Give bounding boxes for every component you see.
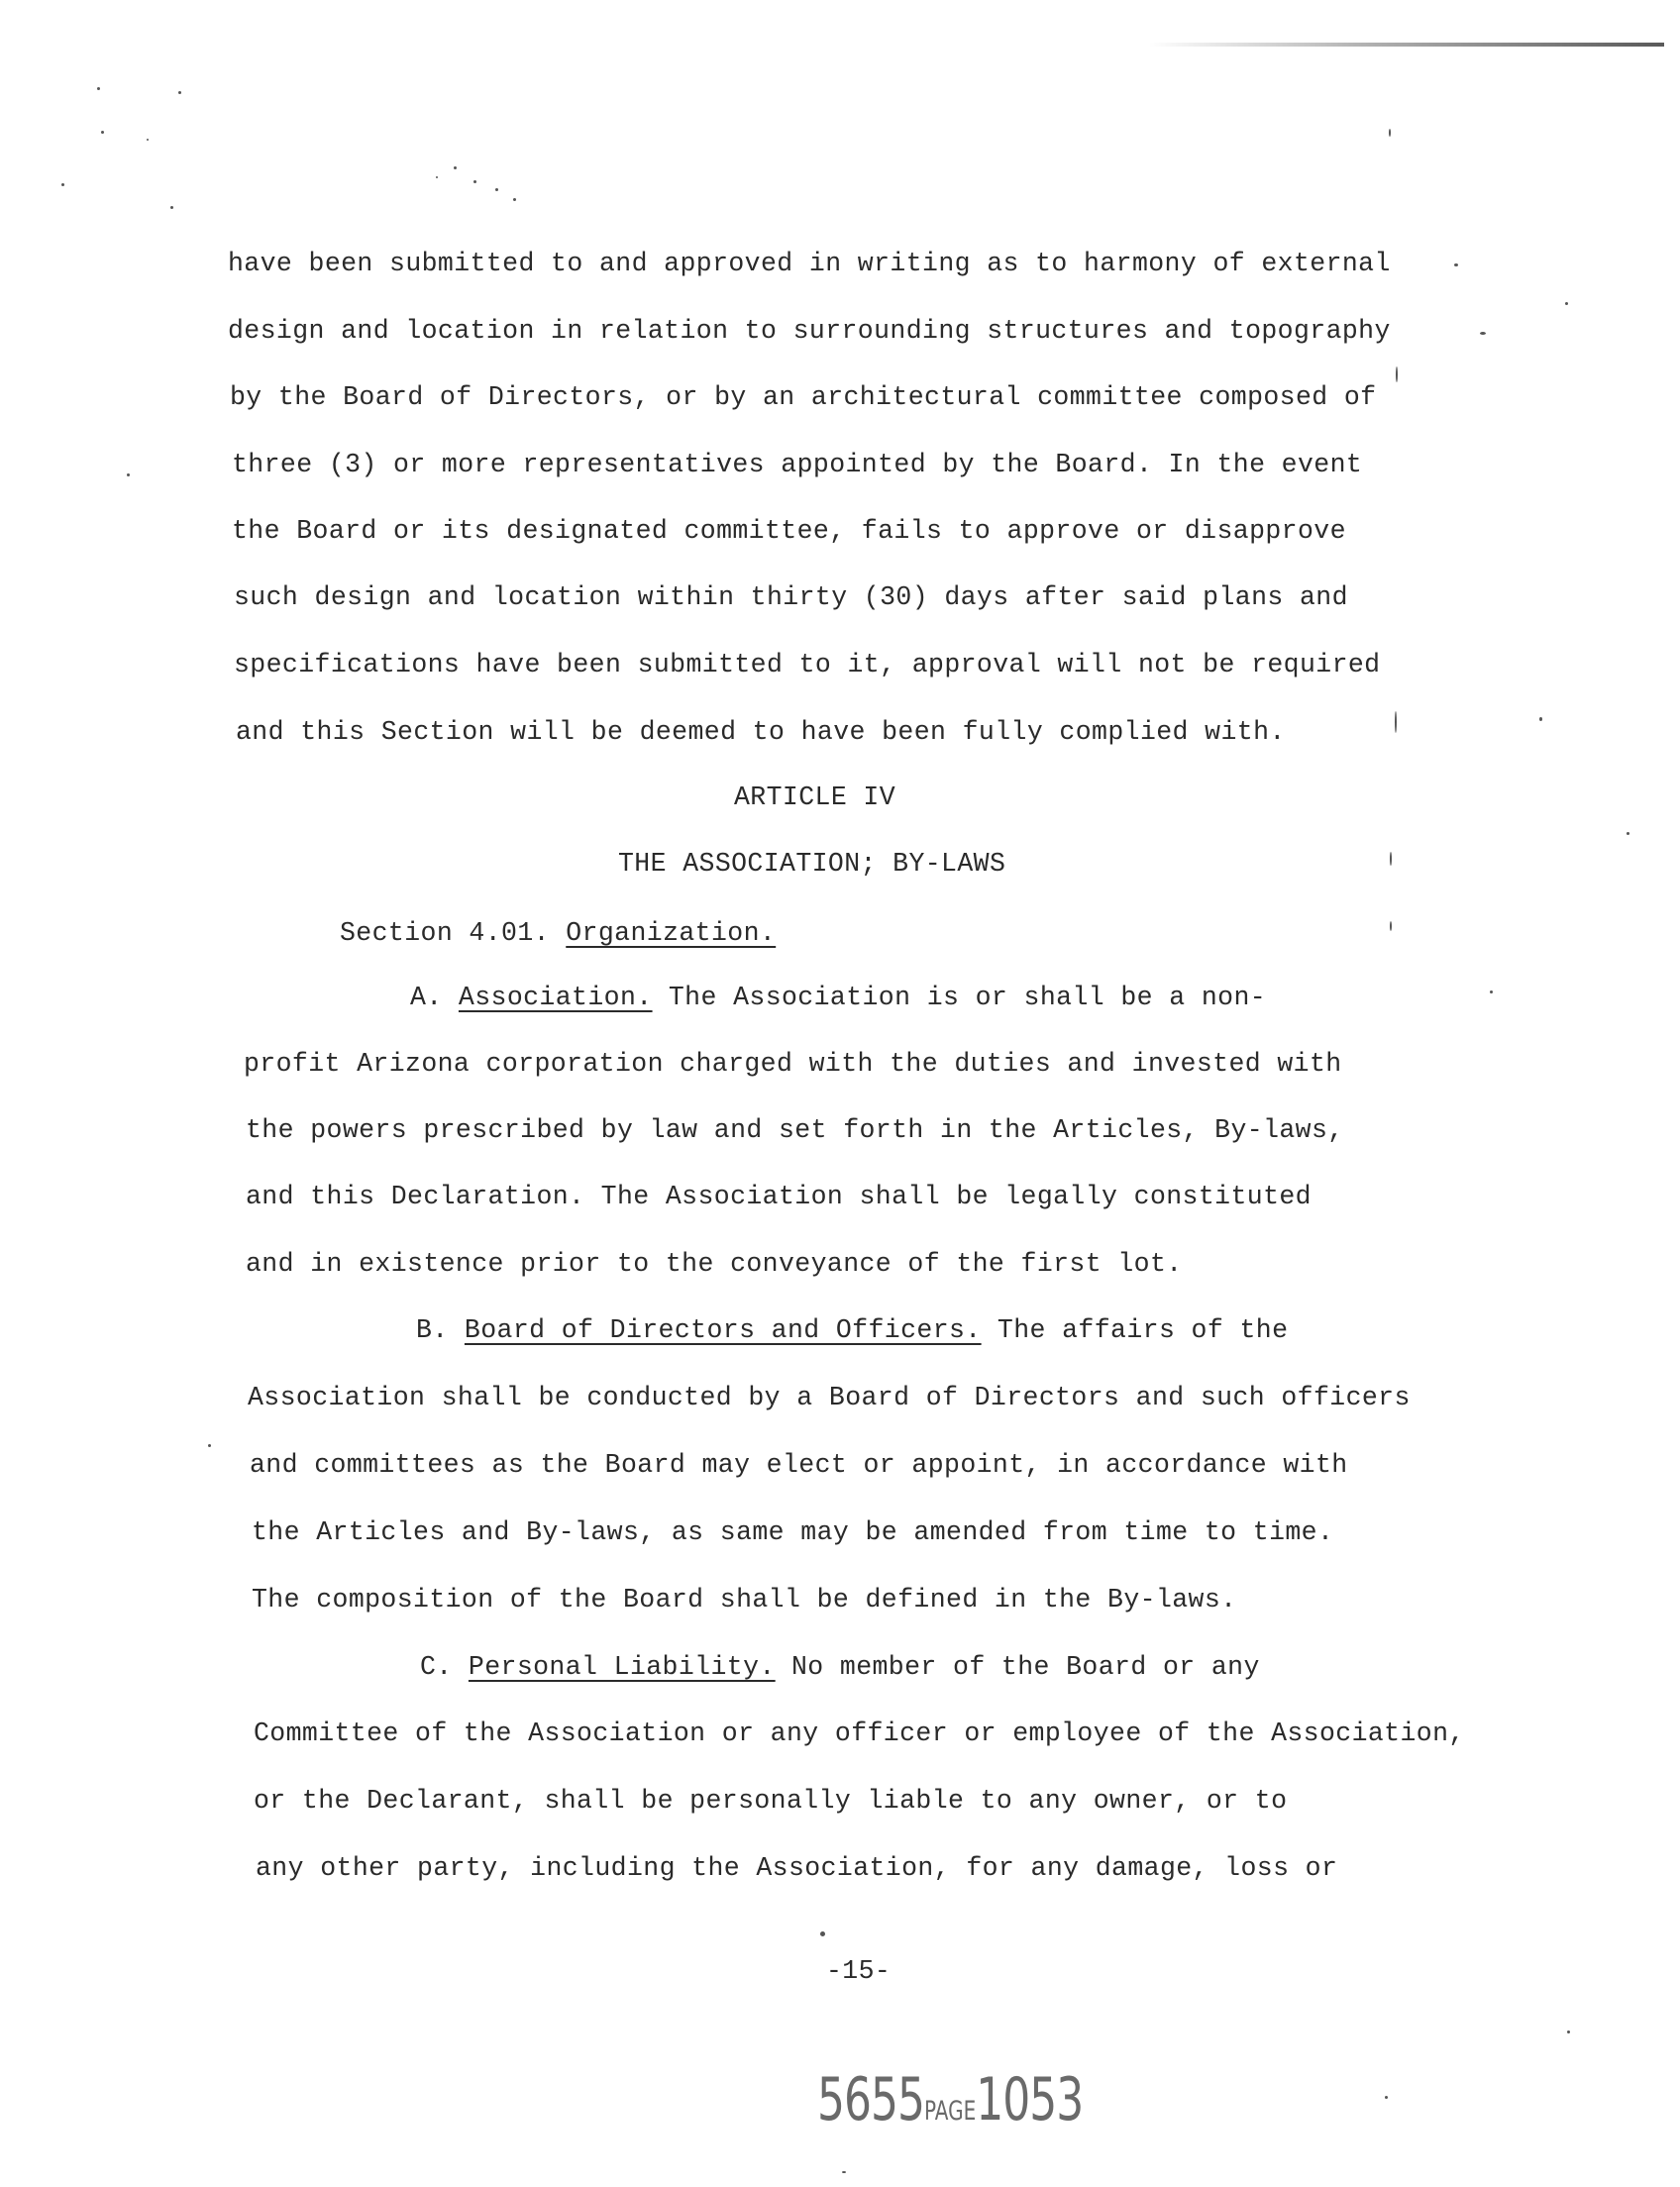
paragraph-line: Committee of the Association or any officer or employee of the Association, bbox=[254, 1718, 1465, 1748]
scan-speck bbox=[101, 131, 104, 134]
subsection-c-heading bbox=[420, 1654, 1260, 1681]
scan-speck bbox=[178, 91, 181, 94]
scan-speck bbox=[1396, 366, 1398, 382]
scan-speck bbox=[473, 180, 476, 183]
scan-speck bbox=[97, 87, 100, 90]
article-number: ARTICLE IV bbox=[734, 782, 896, 812]
paragraph-line: the Board or its designated committee, fails to approve or disapprove bbox=[232, 516, 1346, 546]
paragraph-line: profit Arizona corporation charged with the duties and invested with bbox=[244, 1049, 1342, 1079]
scan-speck bbox=[1565, 302, 1568, 305]
paragraph-line: the Articles and By-laws, as same may be amended from time to time. bbox=[252, 1517, 1334, 1547]
scan-speck bbox=[1390, 921, 1392, 931]
section-number: Section 4.01. bbox=[340, 918, 550, 948]
subsection-letter: C. bbox=[420, 1652, 453, 1682]
subsection-title: Association. bbox=[458, 983, 653, 1012]
section-heading bbox=[340, 920, 776, 947]
subsection-b-heading bbox=[416, 1317, 1288, 1344]
scan-speck bbox=[495, 188, 498, 191]
scan-speck bbox=[147, 139, 149, 141]
subsection-text: The affairs of the bbox=[997, 1315, 1289, 1345]
paragraph-line: the powers prescribed by law and set forth in the Articles, By-laws, bbox=[246, 1115, 1344, 1145]
paragraph-line: such design and location within thirty (30) days after said plans and bbox=[234, 582, 1348, 612]
subsection-letter: A. bbox=[410, 983, 443, 1012]
recording-stamp bbox=[817, 2066, 1083, 2135]
scan-edge-line bbox=[1149, 43, 1664, 47]
scan-speck bbox=[842, 2171, 846, 2173]
subsection-text: The Association is or shall be a non- bbox=[668, 983, 1267, 1012]
stamp-book-number: 5655 bbox=[817, 2066, 924, 2135]
scan-speck bbox=[208, 1444, 211, 1447]
subsection-text: No member of the Board or any bbox=[790, 1652, 1260, 1682]
scan-speck bbox=[436, 176, 438, 178]
page-number: -15- bbox=[826, 1956, 892, 1986]
subsection-a-heading bbox=[410, 985, 1266, 1011]
scan-speck bbox=[1627, 832, 1629, 835]
paragraph-line: three (3) or more representatives appointed by the Board. In the event bbox=[232, 450, 1363, 479]
paragraph-line: have been submitted to and approved in writing as to harmony of external bbox=[228, 249, 1391, 278]
scan-speck bbox=[820, 1931, 825, 1936]
paragraph-line: and in existence prior to the conveyance of the first lot. bbox=[246, 1249, 1183, 1279]
paragraph-line: any other party, including the Association, for any damage, loss or bbox=[256, 1853, 1338, 1883]
article-title: THE ASSOCIATION; BY-LAWS bbox=[618, 849, 1006, 879]
paragraph-line: and this Section will be deemed to have been fully complied with. bbox=[236, 717, 1286, 747]
stamp-page-number: 1053 bbox=[976, 2066, 1084, 2135]
subsection-title: Personal Liability. bbox=[468, 1652, 776, 1682]
scan-speck bbox=[61, 183, 64, 186]
paragraph-line: or the Declarant, shall be personally liable to any owner, or to bbox=[254, 1786, 1288, 1816]
scan-speck bbox=[1395, 711, 1397, 733]
paragraph-line: The composition of the Board shall be defined in the By-laws. bbox=[252, 1585, 1237, 1614]
scan-speck bbox=[170, 206, 173, 209]
paragraph-line: and committees as the Board may elect or appoint, in accordance with bbox=[250, 1450, 1348, 1480]
paragraph-line: by the Board of Directors, or by an architectural committee composed of bbox=[230, 382, 1377, 412]
section-title: Organization. bbox=[566, 918, 777, 948]
scan-speck bbox=[1539, 717, 1542, 721]
stamp-page-word: PAGE bbox=[923, 2094, 977, 2127]
paragraph-line: design and location in relation to surrounding structures and topography bbox=[228, 316, 1391, 346]
scan-speck bbox=[1454, 263, 1458, 266]
paragraph-line: and this Declaration. The Association shall be legally constituted bbox=[246, 1182, 1312, 1211]
scan-speck bbox=[127, 473, 130, 476]
scan-speck bbox=[1567, 2031, 1570, 2033]
scan-speck bbox=[1490, 990, 1493, 993]
scan-speck bbox=[1389, 129, 1391, 137]
subsection-letter: B. bbox=[416, 1315, 449, 1345]
scan-speck bbox=[513, 198, 516, 201]
scan-speck bbox=[1480, 332, 1486, 335]
scan-speck bbox=[1385, 2096, 1388, 2099]
paragraph-line: specifications have been submitted to it, approval will not be required bbox=[234, 650, 1381, 679]
paragraph-line: Association shall be conducted by a Board of Directors and such officers bbox=[248, 1383, 1411, 1412]
scan-speck bbox=[1390, 852, 1392, 866]
subsection-title: Board of Directors and Officers. bbox=[464, 1315, 982, 1345]
scan-speck bbox=[454, 166, 457, 169]
